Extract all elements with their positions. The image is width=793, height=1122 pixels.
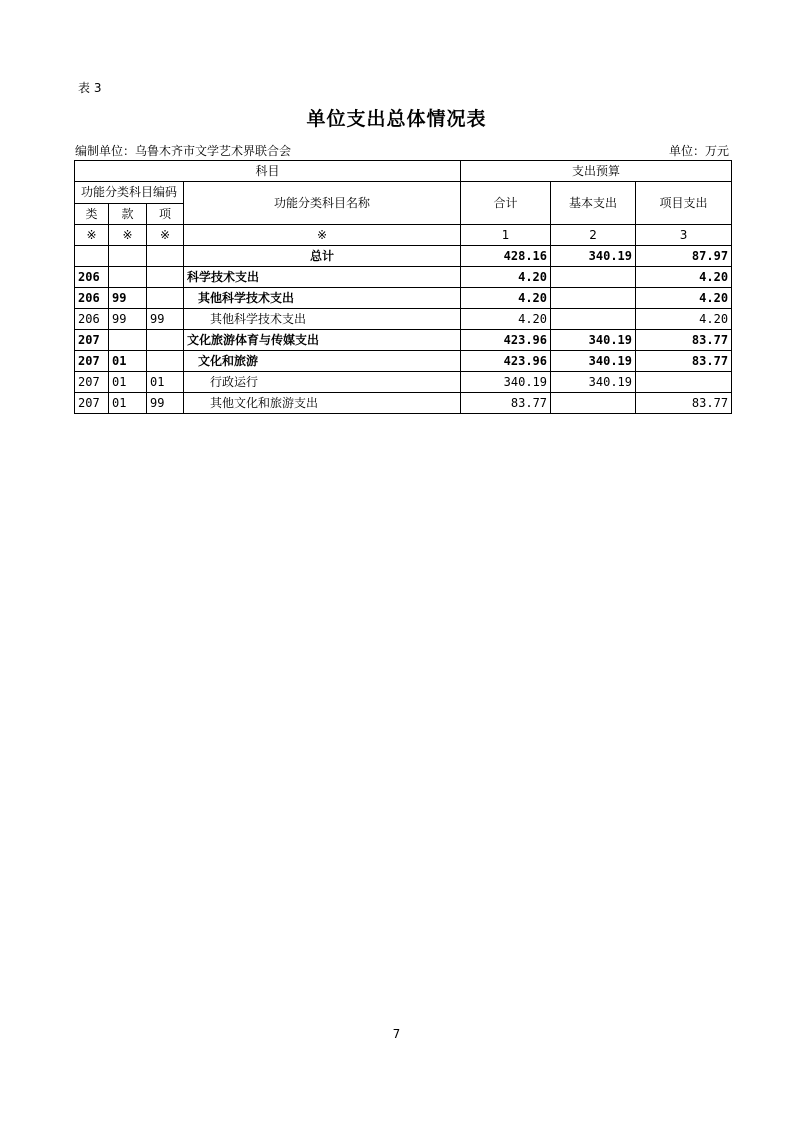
code-group-header: 功能分类科目编码 (75, 182, 184, 204)
xiang-cell: 99 (147, 309, 184, 330)
total-cell: 83.77 (461, 393, 551, 414)
project-cell: 83.77 (636, 330, 732, 351)
total-cell: 423.96 (461, 351, 551, 372)
kuan-cell (109, 246, 147, 267)
total-cell: 4.20 (461, 309, 551, 330)
project-cell (636, 372, 732, 393)
project-cell: 83.77 (636, 393, 732, 414)
name-cell: 其他科学技术支出 (184, 309, 461, 330)
kuan-cell: 01 (109, 393, 147, 414)
basic-cell: 340.19 (551, 246, 636, 267)
col-index-3: 3 (636, 225, 732, 246)
table-row (75, 267, 732, 288)
subject-header: 科目 (75, 161, 461, 182)
mark-cell: ※ (184, 225, 461, 246)
kuan-header: 款 (109, 203, 147, 225)
col-index-2: 2 (551, 225, 636, 246)
kuan-cell: 99 (109, 288, 147, 309)
lei-cell: 206 (75, 288, 109, 309)
name-cell: 文化和旅游 (184, 351, 461, 372)
kuan-cell (109, 330, 147, 351)
total-cell: 4.20 (461, 288, 551, 309)
table-row (75, 393, 732, 414)
table-row (75, 351, 732, 372)
lei-cell: 206 (75, 267, 109, 288)
page-number: 7 (392, 1027, 401, 1041)
unit-label: 单位：万元 (668, 144, 729, 158)
total-cell: 4.20 (461, 267, 551, 288)
basic-cell (551, 309, 636, 330)
basic-header: 基本支出 (551, 182, 636, 225)
xiang-cell (147, 330, 184, 351)
xiang-cell (147, 351, 184, 372)
budget-table (74, 160, 732, 414)
mark-cell: ※ (109, 225, 147, 246)
col-index-1: 1 (461, 225, 551, 246)
project-header: 项目支出 (636, 182, 732, 225)
table-row (75, 372, 732, 393)
name-header: 功能分类科目名称 (184, 182, 461, 225)
total-cell: 423.96 (461, 330, 551, 351)
budget-header: 支出预算 (461, 161, 732, 182)
basic-cell (551, 393, 636, 414)
basic-cell: 340.19 (551, 351, 636, 372)
name-cell: 其他文化和旅游支出 (184, 393, 461, 414)
basic-cell (551, 288, 636, 309)
name-cell: 总计 (184, 246, 461, 267)
table-row (75, 309, 732, 330)
lei-cell: 207 (75, 372, 109, 393)
basic-cell: 340.19 (551, 372, 636, 393)
kuan-cell: 01 (109, 372, 147, 393)
xiang-cell (147, 288, 184, 309)
project-cell: 87.97 (636, 246, 732, 267)
basic-cell: 340.19 (551, 330, 636, 351)
xiang-cell (147, 246, 184, 267)
xiang-cell: 99 (147, 393, 184, 414)
basic-cell (551, 267, 636, 288)
mark-cell: ※ (147, 225, 184, 246)
header-row-1 (75, 161, 732, 182)
lei-cell: 207 (75, 330, 109, 351)
header-row-2 (75, 182, 732, 204)
table-row (75, 288, 732, 309)
project-cell: 83.77 (636, 351, 732, 372)
name-cell: 其他科学技术支出 (184, 288, 461, 309)
xiang-cell (147, 267, 184, 288)
table-row (75, 246, 732, 267)
project-cell: 4.20 (636, 267, 732, 288)
xiang-header: 项 (147, 203, 184, 225)
header-row-4 (75, 225, 732, 246)
total-header: 合计 (461, 182, 551, 225)
name-cell: 文化旅游体育与传媒支出 (184, 330, 461, 351)
lei-cell: 206 (75, 309, 109, 330)
page-title: 单位支出总体情况表 (306, 108, 487, 130)
lei-cell: 207 (75, 351, 109, 372)
total-cell: 340.19 (461, 372, 551, 393)
table-label: 表 3 (78, 81, 102, 95)
table-row (75, 330, 732, 351)
name-cell: 行政运行 (184, 372, 461, 393)
lei-cell (75, 246, 109, 267)
lei-cell: 207 (75, 393, 109, 414)
name-cell: 科学技术支出 (184, 267, 461, 288)
kuan-cell: 01 (109, 351, 147, 372)
xiang-cell: 01 (147, 372, 184, 393)
project-cell: 4.20 (636, 288, 732, 309)
mark-cell: ※ (75, 225, 109, 246)
organization-label: 编制单位：乌鲁木齐市文学艺术界联合会 (75, 144, 292, 158)
project-cell: 4.20 (636, 309, 732, 330)
total-cell: 428.16 (461, 246, 551, 267)
lei-header: 类 (75, 203, 109, 225)
kuan-cell: 99 (109, 309, 147, 330)
kuan-cell (109, 267, 147, 288)
